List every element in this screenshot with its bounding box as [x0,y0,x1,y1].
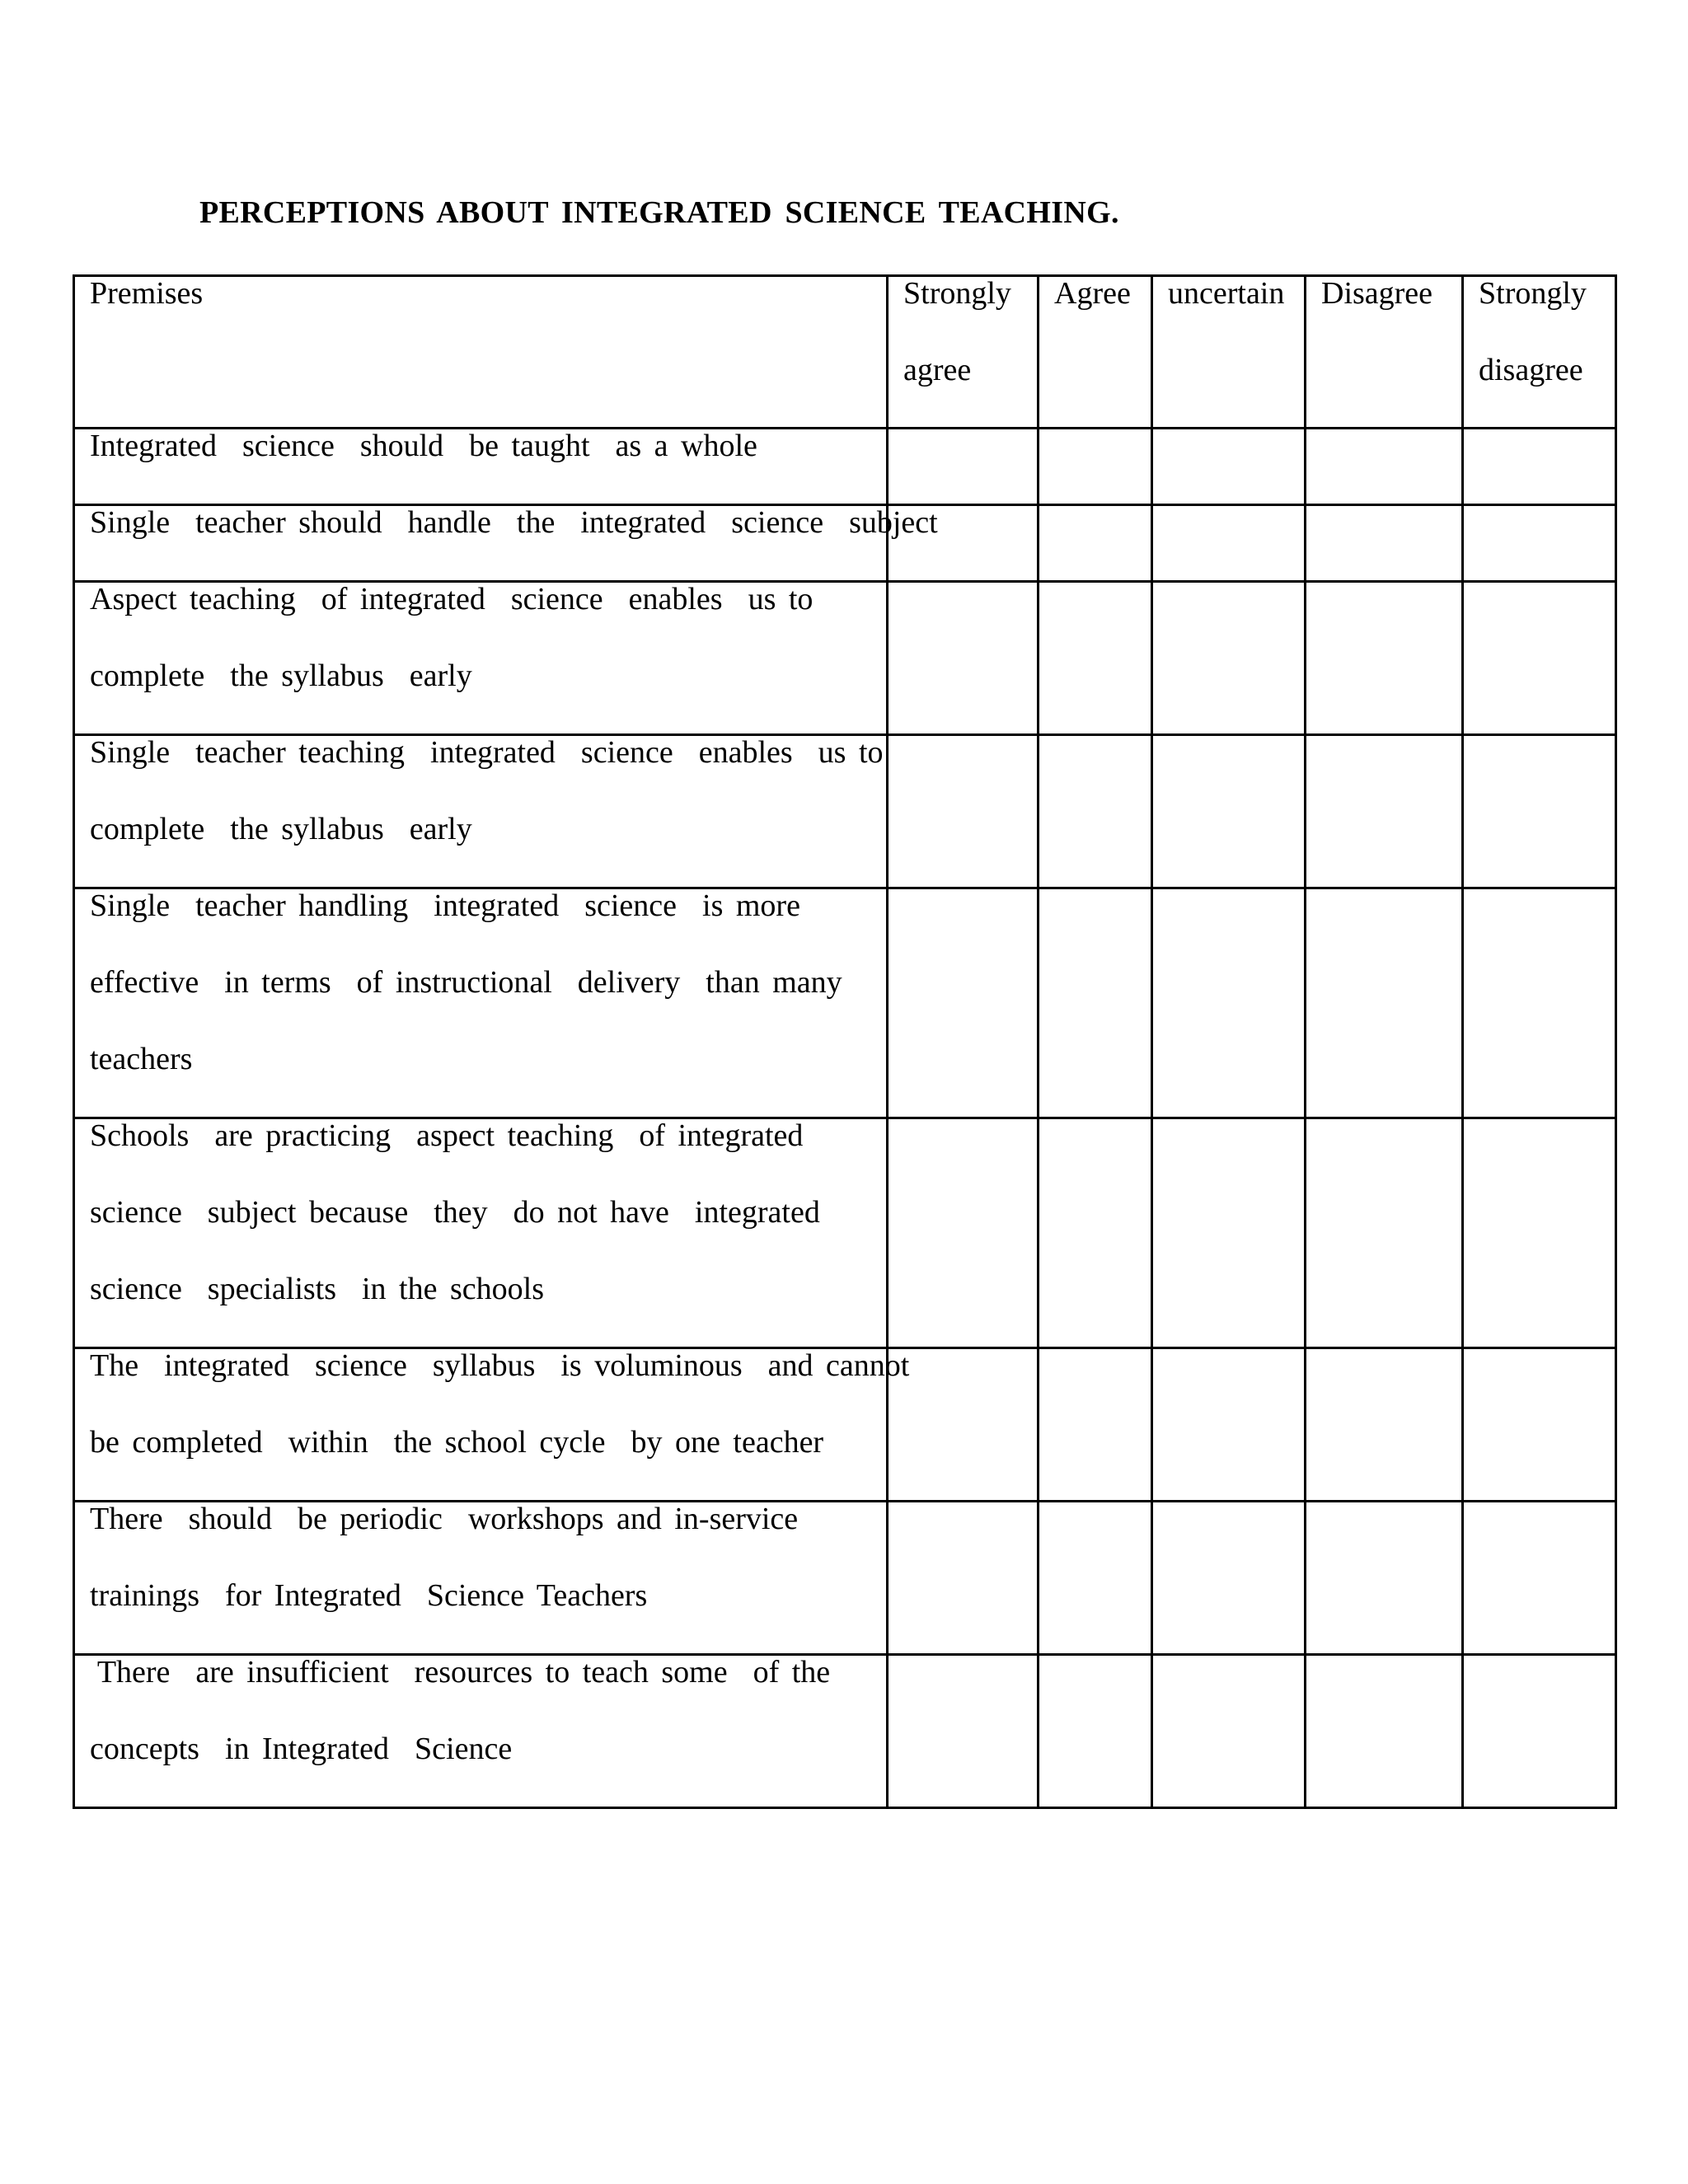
premise-line: The integrated science syllabus is voluminous and cannot [90,1348,910,1383]
response-cell-strongly-disagree[interactable] [1463,735,1616,888]
response-cell-agree[interactable] [1039,735,1152,888]
response-cell-uncertain[interactable] [1152,1655,1306,1808]
response-cell-strongly-agree[interactable] [888,735,1039,888]
premise-line: Single teacher teaching integrated science enables us to [90,735,884,770]
premise-line: Aspect teaching of integrated science enables us to [90,582,814,616]
response-cell-strongly-agree[interactable] [888,1348,1039,1502]
table-row [74,1118,1616,1348]
response-cell-uncertain[interactable] [1152,1348,1306,1502]
header-strongly-agree-line1: Strongly [903,276,1011,311]
premise-cell [74,1655,888,1808]
response-cell-strongly-disagree[interactable] [1463,582,1616,735]
table-row [74,888,1616,1118]
premise-line: teachers [90,1042,193,1076]
table-body [74,429,1616,1808]
premise-line: Single teacher should handle the integrated science subject [90,505,938,540]
header-strongly-agree [888,276,1039,429]
premise-line: Integrated science should be taught as a whole [90,429,757,463]
response-cell-strongly-disagree[interactable] [1463,1502,1616,1655]
response-cell-strongly-agree[interactable] [888,1118,1039,1348]
response-cell-uncertain[interactable] [1152,1118,1306,1348]
response-cell-disagree[interactable] [1306,888,1463,1118]
response-cell-uncertain[interactable] [1152,582,1306,735]
premise-cell [74,1348,910,1502]
response-cell-agree[interactable] [1039,888,1152,1118]
response-cell-strongly-agree[interactable] [888,429,1039,505]
response-cell-disagree[interactable] [1306,1348,1463,1502]
premise-line: There should be periodic workshops and in-service [90,1502,799,1536]
premise-line: effective in terms of instructional delivery than many [90,965,842,1000]
response-cell-uncertain[interactable] [1152,888,1306,1118]
premise-line: Schools are practicing aspect teaching of integrated [90,1118,804,1153]
response-cell-strongly-agree[interactable] [888,582,1039,735]
response-cell-strongly-disagree[interactable] [1463,429,1616,505]
response-cell-disagree[interactable] [1306,505,1463,582]
response-cell-agree[interactable] [1039,505,1152,582]
page-title: PERCEPTIONS ABOUT INTEGRATED SCIENCE TEACHING. [199,195,1119,230]
response-cell-uncertain[interactable] [1152,429,1306,505]
premise-cell [74,1118,888,1348]
response-cell-strongly-disagree[interactable] [1463,1655,1616,1808]
premise-line: complete the syllabus early [90,658,472,693]
response-cell-disagree[interactable] [1306,735,1463,888]
premise-line: concepts in Integrated Science [90,1732,513,1766]
response-cell-agree[interactable] [1039,429,1152,505]
table-row [74,1655,1616,1808]
header-strongly-agree-line2: agree [903,353,972,387]
header-disagree: Disagree [1306,276,1463,429]
header-strongly-disagree-line2: disagree [1479,353,1583,387]
response-cell-disagree[interactable] [1306,1118,1463,1348]
response-cell-strongly-disagree[interactable] [1463,1348,1616,1502]
header-strongly-disagree [1463,276,1616,429]
response-cell-agree[interactable] [1039,1502,1152,1655]
header-agree: Agree [1039,276,1152,429]
response-cell-agree[interactable] [1039,1348,1152,1502]
header-strongly-disagree-line1: Strongly [1479,276,1587,311]
response-cell-disagree[interactable] [1306,1655,1463,1808]
response-cell-agree[interactable] [1039,1655,1152,1808]
response-cell-disagree[interactable] [1306,429,1463,505]
response-cell-uncertain[interactable] [1152,735,1306,888]
response-cell-agree[interactable] [1039,1118,1152,1348]
premise-cell [74,888,888,1118]
premise-line: trainings for Integrated Science Teachers [90,1578,648,1613]
premise-line: There are insufficient resources to teach some of the [90,1655,831,1690]
response-cell-disagree[interactable] [1306,582,1463,735]
header-premises: Premises [74,276,888,429]
response-cell-agree[interactable] [1039,582,1152,735]
premise-line: be completed within the school cycle by one teacher [90,1425,824,1460]
response-cell-strongly-disagree[interactable] [1463,1118,1616,1348]
header-uncertain: uncertain [1152,276,1306,429]
premise-line: Single teacher handling integrated science is more [90,888,800,923]
response-cell-uncertain[interactable] [1152,1502,1306,1655]
premise-line: science subject because they do not have integrated [90,1195,820,1230]
premise-line: science specialists in the schools [90,1272,544,1306]
response-cell-strongly-agree[interactable] [888,888,1039,1118]
response-cell-strongly-agree[interactable] [888,1655,1039,1808]
response-cell-strongly-disagree[interactable] [1463,888,1616,1118]
perception-survey-table [73,274,1617,1809]
response-cell-disagree[interactable] [1306,1502,1463,1655]
response-cell-strongly-agree[interactable] [888,1502,1039,1655]
response-cell-strongly-disagree[interactable] [1463,505,1616,582]
response-cell-uncertain[interactable] [1152,505,1306,582]
premise-line: complete the syllabus early [90,812,472,846]
